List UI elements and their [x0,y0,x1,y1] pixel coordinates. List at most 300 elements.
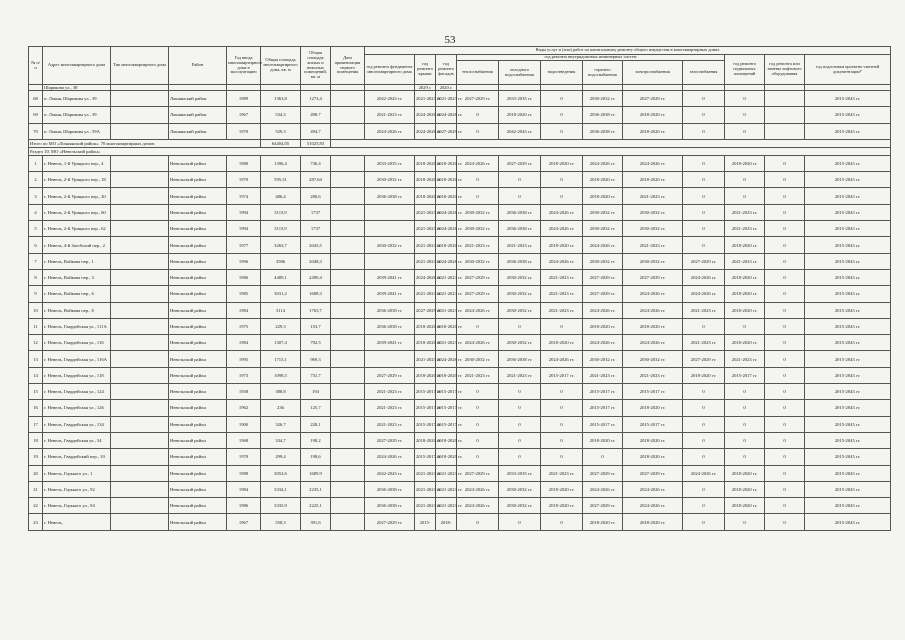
cell-lift [765,91,805,107]
cell-year: 1994 [227,221,261,237]
cell-area: 236 [261,400,301,416]
cell-sew: 0 [541,123,583,139]
cell-living: 228,1 [301,416,331,432]
cell-found: 2036-2038 гг. [365,188,415,204]
table-row [29,172,891,188]
table-row [29,465,891,481]
cell-district: Невельский район [169,204,227,220]
cell-addr: г. Невель, Гвардейская ул., 124 [43,384,111,400]
table-row [29,286,891,302]
cell-addr: г. Невель, Войкова пер., 1 [43,253,111,269]
cell-privat [331,123,365,139]
cell-lift: 0 [765,416,805,432]
cell-found: 2021-2023 гг. [365,384,415,400]
cell-found: 2042-2043 гг. [365,91,415,107]
cell-roof: 2021-2023 гг. [415,237,436,253]
cell-empty [331,367,365,383]
row-address: Шарикова ул., 38 [43,85,111,91]
cell-empty [111,400,169,416]
cell-sew: 0 [541,514,583,530]
cell-addr: г. Невель, 2-й Урицкого пер., 18 [43,172,111,188]
cell-heat: 2021-2023 гг. [457,367,499,383]
cell-found: 2030-2032 гг. [365,172,415,188]
cell-empty [331,155,365,171]
cell-found: 2033-2035 гг. [365,155,415,171]
cell-sew: 0 [541,172,583,188]
cell-year: 1962 [227,400,261,416]
cell-n: 3 [29,188,43,204]
cell-n: 1 [29,155,43,171]
cell-n: 21 [29,481,43,497]
cell-base: 0 [725,400,765,416]
cell-heat: 2024-2026 гг. [457,155,499,171]
cell-facade: 2018-2020 гг. [436,449,457,465]
cell-base: 0 [725,188,765,204]
cell-lift: 0 [765,432,805,448]
cell-gas: 0 [683,204,725,220]
cell-n: 11 [29,318,43,334]
cell-sew: 0 [541,432,583,448]
table-row [29,400,891,416]
cell-empty [111,432,169,448]
cell-roof: 2021-2023 гг. [415,351,436,367]
cell-living: 194 [301,384,331,400]
cell-gas: 0 [683,91,725,107]
cell-hot: 2024-2026 гг. [583,302,623,318]
cell-addr: п. Локня, Шарикова ул., 59А [43,123,111,139]
cell-gas: 2021-2023 гг. [683,302,725,318]
cell-n: 70 [29,123,43,139]
cell-facade: 2021-2023 гг. [436,498,457,514]
header-district: Район [169,47,227,85]
header-num: № п/п [29,47,43,85]
cell-el: 2030-2032 гг. [623,221,683,237]
cell-sew: 0 [541,107,583,123]
cell-heat: 2024-2026 гг. [457,481,499,497]
table-row [29,432,891,448]
cell-empty [111,286,169,302]
cell-docs: 2015-2043 гг. [805,449,891,465]
cell-addr: п. Локня, Шарикова ул., 39 [43,91,111,107]
cell-sew: 0 [541,400,583,416]
cell-living: 1737 [301,221,331,237]
cell-found: 2036-2038 гг. [365,318,415,334]
cell-sew: 2021-2023 гг. [541,286,583,302]
cell-year: 1984 [227,481,261,497]
cell-found: 2036-2038 гг. [365,302,415,318]
cell-lift: 0 [765,172,805,188]
cell-year: 1968 [227,432,261,448]
table-row [29,107,891,123]
cell-area: 3031,2 [261,286,301,302]
cell-roof: 2021-2023 гг. [415,286,436,302]
cell-found: 2036-2038 гг. [365,481,415,497]
cell-empty [331,335,365,351]
header-area: Общая площадь многоквартирного дома, кв. м [261,47,301,85]
cell-el: 2015-2017 гг. [623,384,683,400]
cell-el: 2018-2020 гг. [623,172,683,188]
cell-found: 2039-2041 гг. [365,286,415,302]
cell-area: 334,7 [261,432,301,448]
cell-district: Невельский район [169,498,227,514]
cell-hot: 2030-2032 гг. [583,204,623,220]
cell-n: 8 [29,269,43,285]
cell-year: 1984 [227,335,261,351]
cell-found: 2021-2023 гг. [365,107,415,123]
cell-sew: 2018-2020 гг. [541,155,583,171]
cell-facade: 2018-2020 гг. [436,155,457,171]
header-year: Год ввода многоквартирного дома в эксплуатацию [227,47,261,85]
cell-hot: 2021-2023 гг. [583,367,623,383]
cell-sew: 2024-2026 гг. [541,204,583,220]
cell-year: 1970 [227,123,261,139]
cell-heat: 2030-2032 гг. [457,204,499,220]
cell-el: 2018-2020 гг. [623,123,683,139]
cell-empty [331,400,365,416]
cell-year: 1986 [227,498,261,514]
cell-el: 2024-2026 гг. [623,498,683,514]
cell-docs: 2015-2043 гг. [805,514,891,530]
cell-n: 7 [29,253,43,269]
cell-sew: 2024-2026 гг. [541,351,583,367]
cell-area: 534,3 [261,107,301,123]
cell-lift: 0 [765,188,805,204]
cell-addr: г. Невель, 1-й Урицкого пер., 4 [43,155,111,171]
cell-district: Невельский район [169,188,227,204]
cell-docs: 2015-2043 гг. [805,302,891,318]
cell-base: 2021-2023 гг. [725,351,765,367]
cell-hot: 2018-2020 гг. [583,514,623,530]
cell-hot: 2018-2020 гг. [583,188,623,204]
cell-roof: 2024-2026 гг. [415,107,436,123]
section-row [29,147,891,155]
cell-cold: 0 [499,172,541,188]
cell-el: 2027-2029 гг. [623,465,683,481]
cell-addr: г. Невель, Горького ул., 94 [43,498,111,514]
cell-hot: 2018-2020 гг. [583,172,623,188]
cell-el: 2024-2026 гг. [623,286,683,302]
cell-el: 2018-2020 гг. [623,514,683,530]
cell-facade: 2018-2020 гг. [436,367,457,383]
cell-empty [111,481,169,497]
cell-base: 0 [725,514,765,530]
cell-hot: 2018-2020 гг. [583,318,623,334]
cell-living: 1689,9 [301,465,331,481]
cell-el: 2024-2026 гг. [623,155,683,171]
cell-found [365,253,415,269]
cell-year: 1970 [227,172,261,188]
cell-hot: 2015-2017 гг. [583,416,623,432]
cell-docs: 2015-2043 гг. [805,221,891,237]
cell-sew: 0 [541,318,583,334]
section-title: Раздел 10. МО «Невельский район» [29,147,891,155]
cell-living: 391,6 [301,514,331,530]
header-sewer: водоотведения [541,61,583,85]
cell-year: 1967 [227,514,261,530]
cell-lift [765,123,805,139]
cell-district: Невельский район [169,367,227,383]
cell-heat: 2024-2026 гг. [457,302,499,318]
cell-roof: 2024-2026 гг. [415,123,436,139]
cell-found: 2024-2026 гг. [365,123,415,139]
cell-empty [111,498,169,514]
cell-living: 125,7 [301,400,331,416]
cell-heat: 0 [457,107,499,123]
cell-gas: 2027-2029 гг. [683,351,725,367]
cell-facade: 2027-2029 гг. [436,123,457,139]
cell-hot: 2024-2026 гг. [583,237,623,253]
cell-empty [331,221,365,237]
cell-empty [111,514,169,530]
cell-facade: 2018-2020 гг. [436,432,457,448]
cell-facade: 2021-2023 гг. [436,481,457,497]
cell-district: Невельский район [169,351,227,367]
cell-addr: п. Локня, Шарикова ул., 39 [43,107,111,123]
cell-year: 1995 [227,351,261,367]
cell-gas: 2021-2023 гг. [683,335,725,351]
cell-cold: 2030-2032 гг. [499,302,541,318]
cell-cold: 2027-2029 гг. [499,155,541,171]
cell-cold: 0 [499,318,541,334]
cell-empty [111,449,169,465]
cell-base: 2018-2020 гг. [725,286,765,302]
cell-gas: 0 [683,416,725,432]
cell-n: 15 [29,384,43,400]
cell-n: 16 [29,400,43,416]
cell-roof: 2015-2017 гг. [415,384,436,400]
cell-base: 2018-2020 гг. [725,335,765,351]
cell-lift: 0 [765,253,805,269]
cell-year: 1970 [227,449,261,465]
cell-n: 12 [29,335,43,351]
cell-base: 0 [725,318,765,334]
cell-heat: 0 [457,384,499,400]
cell-roof: 2024-2026 гг. [415,269,436,285]
cell-roof: 2021-2023 гг. [415,91,436,107]
cell-n: 69 [29,107,43,123]
cell-docs: 2015-2043 гг. [805,384,891,400]
cell-empty [111,204,169,220]
cell-lift: 0 [765,237,805,253]
cell-lift: 0 [765,204,805,220]
cell-heat: 0 [457,514,499,530]
cell-found: 2027-2029 гг. [365,367,415,383]
cell-empty [111,269,169,285]
cell-type [111,123,169,139]
cell-addr: г. Невель, 2-й Урицкого пер., 60 [43,204,111,220]
cell-living: 153,7 [301,318,331,334]
cell-hot: 2024-2026 гг. [583,481,623,497]
cell-facade: 2024-2026 гг. [436,351,457,367]
cell-n: 9 [29,286,43,302]
cell-year: 1986 [227,269,261,285]
cell-base: 0 [725,432,765,448]
cell-district: Локнянский район [169,123,227,139]
cell-hot: 0 [583,449,623,465]
cell-cold: 2030-2032 гг. [499,498,541,514]
table-row [29,514,891,530]
cell-living: 736,4 [301,155,331,171]
cell-el: 2021-2023 гг. [623,367,683,383]
total-area: 64404,05 [261,139,301,147]
cell-gas: 2024-2026 гг. [683,286,725,302]
cell-hot: 2018-2020 гг. [583,432,623,448]
cell-facade: 2021-2023 гг. [436,465,457,481]
cell-gas: 0 [683,155,725,171]
cell-heat: 2030-2032 гг. [457,351,499,367]
cell-empty [111,351,169,367]
total-row [29,139,891,147]
cell-base: 2018-2020 гг. [725,465,765,481]
cell-facade: 2024-2026 гг. [436,253,457,269]
header-privat: Дата приватизации первого помещения [331,47,365,85]
cell-year: 1977 [227,237,261,253]
cell-found: 2021-2023 гг. [365,400,415,416]
cell-el: 2018-2020 гг. [623,449,683,465]
cell-el: 2027-2029 гг. [623,269,683,285]
cell-heat: 0 [457,449,499,465]
cell-lift: 0 [765,400,805,416]
cell-docs: 2015-2043 гг. [805,91,891,107]
cell-gas: 2027-2029 гг. [683,253,725,269]
cell-docs: 2015-2043 гг. [805,107,891,123]
cell-gas: 0 [683,449,725,465]
cell-el: 2024-2026 гг. [623,302,683,318]
cell-roof: 2018-2020 гг. [415,335,436,351]
cell-living: 2490,4 [301,269,331,285]
cell-living: 198,6 [301,449,331,465]
cell-hot: 2027-2029 гг. [583,498,623,514]
cell-hot: 2036-2038 гг. [583,107,623,123]
table-row [29,253,891,269]
cell-cold: 0 [499,432,541,448]
cell-empty [331,514,365,530]
cell-gas: 0 [683,123,725,139]
cell-base: 2015-2017 гг. [725,367,765,383]
cell-found: 2027-2029 гг. [365,432,415,448]
cell-hot: 2036-2038 гг. [583,123,623,139]
cell-lift: 0 [765,465,805,481]
cell-year: 1994 [227,204,261,220]
cell-base: 2018-2020 гг. [725,498,765,514]
cell-living: 280,6 [301,188,331,204]
cell-addr: г. Невель, Горького ул., 1 [43,465,111,481]
cell-cold: 2036-2038 гг. [499,221,541,237]
cell-area: 3334,1 [261,481,301,497]
cell-district: Невельский район [169,384,227,400]
cell-cold: 0 [499,400,541,416]
cell-roof: 2018-2020 гг. [415,155,436,171]
cell-docs: 2015-2043 гг. [805,318,891,334]
table-row [29,123,891,139]
header-heat: теплоснабжения [457,61,499,85]
cell-district: Невельский район [169,481,227,497]
cell-lift: 0 [765,155,805,171]
cell-district: Локнянский район [169,91,227,107]
cell-hot: 2015-2017 гг. [583,384,623,400]
cell-living: 2225,1 [301,498,331,514]
header-facade: год ремонта фасадов [436,55,457,85]
cell-district: Невельский район [169,172,227,188]
cell-gas: 0 [683,432,725,448]
cell-sew: 0 [541,449,583,465]
row-roof: 2029 г. [415,85,436,91]
cell-heat: 2027-2029 гг. [457,91,499,107]
cell-district: Невельский район [169,269,227,285]
cell-found: 2039-2041 гг. [365,335,415,351]
cell-roof: 2015-2017 гг. [415,449,436,465]
cell-empty [111,367,169,383]
header-works: Виды услуг и (или) работ по капитальному ремонту общего имущества в многоквартирных домах [365,47,891,55]
cell-hot: 2015-2017 гг. [583,400,623,416]
cell-sew: 2018-2020 гг. [541,498,583,514]
cell-empty [111,253,169,269]
cell-district: Невельский район [169,237,227,253]
cell-facade: 2018-2020 гг. [436,172,457,188]
cell-addr: г. Невель, Гвардейская ул., 116 [43,335,111,351]
cell-area: 388,8 [261,384,301,400]
cell-heat: 0 [457,318,499,334]
cell-n: 10 [29,302,43,318]
cell-facade: 2018-2020 гг. [436,237,457,253]
header-roof: год ремонта крыши [415,55,436,85]
cell-cold: 2033-2035 гг. [499,465,541,481]
cell-gas: 0 [683,172,725,188]
cell-addr: г. Невель, Горького ул., 92 [43,481,111,497]
cell-cold: 2030-2032 гг. [499,286,541,302]
cell-roof: 2021-2023 гг. [415,481,436,497]
cell-empty [331,465,365,481]
cell-area: 1715,1 [261,351,301,367]
cell-empty [331,384,365,400]
cell-sew: 2018-2020 гг. [541,335,583,351]
cell-district: Невельский район [169,416,227,432]
cell-empty [111,335,169,351]
cell-el: 2021-2023 гг. [623,237,683,253]
cell-found [365,221,415,237]
cell-facade: 2024-2026 гг. [436,107,457,123]
cell-empty [331,237,365,253]
cell-roof: 2018-2020 гг. [415,432,436,448]
cell-district: Невельский район [169,253,227,269]
cell-addr: г. Невель, Гвардейская ул., 134 [43,416,111,432]
cell-hot: 2030-2032 гг. [583,91,623,107]
cell-lift: 0 [765,335,805,351]
cell-heat: 2024-2026 гг. [457,335,499,351]
cell-district: Невельский район [169,155,227,171]
cell-area: 3586 [261,253,301,269]
cell-area: 3113,9 [261,221,301,237]
cell-area: 529,3 [261,123,301,139]
cell-docs: 2015-2043 гг. [805,253,891,269]
cell-empty [111,221,169,237]
cell-n: 20 [29,465,43,481]
cell-docs: 2015-2043 гг. [805,416,891,432]
cell-cold: 2021-2023 гг. [499,237,541,253]
cell-docs: 2015-2043 гг. [805,123,891,139]
cell-empty [111,188,169,204]
header-address: Адрес многоквартирного дома [43,47,111,85]
cell-lift: 0 [765,481,805,497]
cell-facade: 2021-2023 гг. [436,335,457,351]
cell-living: 494,7 [301,123,331,139]
table-row [29,367,891,383]
cell-area: 4489,1 [261,269,301,285]
cell-hot: 2027-2029 гг. [583,269,623,285]
cell-gas: 2018-2020 гг. [683,367,725,383]
cell-lift: 0 [765,269,805,285]
cell-sew: 2021-2023 гг. [541,302,583,318]
